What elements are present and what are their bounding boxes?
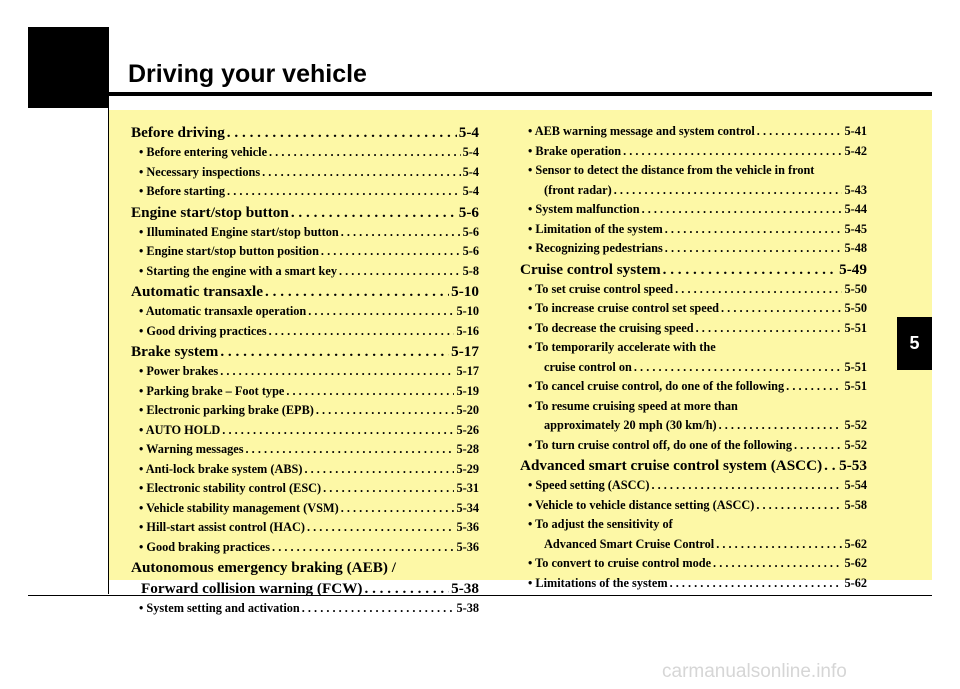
toc-subsection-entry[interactable] <box>520 239 867 259</box>
toc-subsection-entry[interactable] <box>131 362 479 382</box>
toc-leader-dots <box>269 322 455 342</box>
toc-subsection-entry[interactable] <box>520 574 867 594</box>
toc-entry-text: • Power brakes <box>139 364 219 378</box>
toc-section-entry[interactable] <box>520 455 867 476</box>
toc-section-entry[interactable] <box>131 202 479 223</box>
toc-leader-dots <box>663 259 838 280</box>
toc-page-number: 5-53 <box>839 457 867 474</box>
toc-subsection-entry[interactable] <box>520 496 867 516</box>
toc-page-number: 5-50 <box>844 281 867 296</box>
toc-subsection-entry[interactable] <box>131 163 479 183</box>
toc-leader-dots <box>262 163 460 183</box>
toc-page-number: 5-62 <box>844 575 867 590</box>
toc-subsection-entry[interactable] <box>131 143 479 163</box>
toc-entry-text: Advanced Smart Cruise Control <box>544 536 715 551</box>
toc-entry-text: • Parking brake – Foot type <box>139 383 285 398</box>
toc-entry-text: approximately 20 mph (30 km/h) <box>544 418 717 432</box>
toc-leader-dots <box>614 181 843 201</box>
toc-entry-text: • Sensor to detect the distance from the vehicle in front <box>528 163 815 177</box>
toc-subsection-entry[interactable] <box>131 538 479 558</box>
toc-leader-dots <box>227 122 457 143</box>
toc-page-number: 5-58 <box>844 497 867 512</box>
toc-subsection-entry[interactable] <box>520 319 867 339</box>
toc-page-number: 5-51 <box>844 320 867 335</box>
toc-leader-dots <box>220 341 449 362</box>
toc-leader-dots <box>272 538 454 558</box>
toc-leader-dots <box>696 319 843 339</box>
toc-leader-dots <box>308 302 454 322</box>
toc-subsection-entry[interactable] <box>520 436 867 456</box>
toc-entry-text: • Starting the engine with a smart key <box>139 263 337 278</box>
toc-column-right <box>520 122 867 593</box>
toc-entry-text: • Necessary inspections <box>139 164 261 179</box>
toc-leader-dots <box>269 143 461 163</box>
toc-page-number: 5-38 <box>451 580 479 597</box>
toc-entry-text: • Anti-lock brake system (ABS) <box>139 461 303 476</box>
toc-page-number: 5-50 <box>844 301 867 315</box>
toc-subsection-entry <box>520 397 867 417</box>
toc-page-number: 5-62 <box>844 556 867 570</box>
toc-entry-text: • To cancel cruise control, do one of the following <box>528 379 785 393</box>
toc-page-number: 5-4 <box>462 145 479 159</box>
toc-entry-text: Autonomous emergency braking (AEB) / <box>131 559 396 576</box>
chapter-corner-block <box>28 27 109 108</box>
toc-entry-text: • Before entering vehicle <box>139 145 268 159</box>
toc-subsection-entry <box>520 515 867 535</box>
toc-page-number: 5-16 <box>456 323 479 338</box>
toc-subsection-entry[interactable] <box>131 599 479 619</box>
toc-page-number: 5-48 <box>844 241 867 255</box>
toc-section-entry[interactable] <box>131 122 479 143</box>
toc-entry-text: • Illuminated Engine start/stop button <box>139 224 339 239</box>
toc-subsection-entry[interactable] <box>131 242 479 262</box>
toc-page-number: 5-36 <box>456 520 479 534</box>
toc-page-number: 5-62 <box>844 536 867 551</box>
toc-section-entry <box>131 557 479 578</box>
toc-entry-text: • Electronic stability control (ESC) <box>139 481 322 495</box>
toc-leader-dots <box>316 401 455 421</box>
toc-entry-text: • To set cruise control speed <box>528 281 674 296</box>
toc-page-number: 5-20 <box>456 403 479 417</box>
toc-entry-text: • Electronic parking brake (EPB) <box>139 403 314 417</box>
toc-page-number: 5-45 <box>844 221 867 236</box>
toc-entry-text: • Speed setting (ASCC) <box>528 478 650 492</box>
toc-entry-text: Engine start/stop button <box>131 203 289 221</box>
toc-leader-dots <box>341 499 455 519</box>
toc-page-number: 5-6 <box>462 224 479 239</box>
toc-leader-dots <box>339 262 461 282</box>
toc-subsection-entry[interactable] <box>131 440 479 460</box>
toc-subsection-entry[interactable] <box>131 401 479 421</box>
toc-leader-dots <box>286 382 454 402</box>
toc-leader-dots <box>220 362 454 382</box>
toc-entry-text: • Engine start/stop button position <box>139 244 319 258</box>
toc-leader-dots <box>634 358 843 378</box>
toc-entry-text: Forward collision warning (FCW) <box>141 580 363 597</box>
toc-section-entry[interactable] <box>520 259 867 280</box>
toc-page-number: 5-51 <box>844 359 867 374</box>
toc-subsection-entry[interactable] <box>520 220 867 240</box>
toc-entry-text: Cruise control system <box>520 260 661 278</box>
toc-entry-text: Before driving <box>131 124 225 141</box>
toc-leader-dots <box>304 460 454 480</box>
toc-leader-dots <box>642 200 843 220</box>
toc-page-number: 5-28 <box>456 442 479 456</box>
toc-leader-dots <box>665 239 843 259</box>
toc-leader-dots <box>222 421 454 441</box>
toc-leader-dots <box>824 455 837 476</box>
toc-page-number: 5-43 <box>844 182 867 197</box>
toc-page-number: 5-19 <box>456 383 479 398</box>
toc-leader-dots <box>246 440 455 460</box>
toc-subsection-entry[interactable] <box>520 142 867 162</box>
toc-leader-dots <box>716 535 842 555</box>
toc-page-number: 5-41 <box>844 124 867 138</box>
toc-subsection-entry[interactable] <box>520 416 867 436</box>
toc-leader-dots <box>794 436 842 456</box>
toc-leader-dots <box>670 574 843 594</box>
toc-entry-text: • Good braking practices <box>139 539 271 554</box>
toc-leader-dots <box>719 416 843 436</box>
toc-leader-dots <box>364 578 449 599</box>
toc-leader-dots <box>713 554 842 574</box>
toc-page-number: 5-54 <box>844 478 867 492</box>
toc-leader-dots <box>756 496 842 516</box>
toc-entry-text: (front radar) <box>544 182 612 197</box>
toc-subsection-entry <box>520 161 867 181</box>
toc-subsection-entry[interactable] <box>520 358 867 378</box>
toc-leader-dots <box>307 518 454 538</box>
toc-subsection-entry[interactable] <box>520 377 867 397</box>
toc-entry-text: • Before starting <box>139 184 226 198</box>
toc-entry-text: • Recognizing pedestrians <box>528 241 663 255</box>
toc-subsection-entry[interactable] <box>520 181 867 201</box>
toc-entry-text: • To turn cruise control off, do one of the following <box>528 437 793 452</box>
toc-entry-text: • Automatic transaxle operation <box>139 304 307 318</box>
toc-leader-dots <box>721 299 842 319</box>
toc-leader-dots <box>665 220 843 240</box>
toc-subsection-entry[interactable] <box>131 479 479 499</box>
toc-subsection-entry[interactable] <box>131 518 479 538</box>
toc-page-number: 5-4 <box>458 124 479 141</box>
toc-leader-dots <box>323 479 454 499</box>
toc-section-entry[interactable] <box>131 341 479 362</box>
toc-page-number: 5-52 <box>844 418 867 432</box>
toc-subsection-entry[interactable] <box>520 280 867 300</box>
toc-entry-text: cruise control on <box>544 359 632 374</box>
toc-subsection-entry[interactable] <box>131 421 479 441</box>
toc-page-number: 5-6 <box>462 244 479 258</box>
toc-entry-text: • Limitations of the system <box>528 575 668 590</box>
toc-entry-text: Automatic transaxle <box>131 283 264 300</box>
toc-entry-text: • Hill-start assist control (HAC) <box>139 520 305 534</box>
toc-leader-dots <box>291 202 457 223</box>
toc-section-entry[interactable] <box>131 578 479 599</box>
toc-page-number: 5-8 <box>462 263 479 278</box>
toc-leader-dots <box>757 122 843 142</box>
toc-page-number: 5-44 <box>844 202 867 216</box>
toc-leader-dots <box>651 476 842 496</box>
toc-entry-text: • System setting and activation <box>139 601 300 615</box>
toc-subsection-entry[interactable] <box>131 223 479 243</box>
toc-page-number: 5-36 <box>456 539 479 554</box>
toc-page-number: 5-38 <box>456 601 479 615</box>
toc-entry-text: Advanced smart cruise control system (ASCC) <box>520 457 823 474</box>
toc-section-entry[interactable] <box>131 281 479 302</box>
toc-entry-text: • Good driving practices <box>139 323 267 338</box>
toc-leader-dots <box>265 281 449 302</box>
toc-subsection-entry[interactable] <box>520 122 867 142</box>
toc-entry-text: • Vehicle to vehicle distance setting (ASCC) <box>528 497 755 512</box>
toc-page-number: 5-31 <box>456 481 479 495</box>
toc-page-number: 5-42 <box>844 143 867 158</box>
toc-entry-text: • Warning messages <box>139 442 244 456</box>
toc-leader-dots <box>321 242 461 262</box>
toc-page-number: 5-29 <box>456 461 479 476</box>
page-title: Driving your vehicle <box>128 60 367 88</box>
toc-subsection-entry[interactable] <box>520 299 867 319</box>
chapter-number: 5 <box>909 333 920 353</box>
toc-entry-text: • Limitation of the system <box>528 221 663 236</box>
toc-entry-text: • To temporarily accelerate with the <box>528 340 716 354</box>
toc-page-number: 5-17 <box>456 364 479 378</box>
toc-subsection-entry[interactable] <box>520 200 867 220</box>
toc-entry-text: • To adjust the sensitivity of <box>528 517 673 531</box>
toc-leader-dots <box>675 280 842 300</box>
toc-page-number: 5-26 <box>456 422 479 437</box>
toc-subsection-entry[interactable] <box>131 262 479 282</box>
toc-entry-text: • To convert to cruise control mode <box>528 556 712 570</box>
toc-subsection-entry[interactable] <box>520 476 867 496</box>
toc-subsection-entry[interactable] <box>131 499 479 519</box>
toc-entry-text: • Vehicle stability management (VSM) <box>139 500 339 515</box>
toc-subsection-entry <box>520 338 867 358</box>
chapter-tab[interactable] <box>897 317 932 370</box>
toc-page-number: 5-10 <box>456 304 479 318</box>
toc-page-number: 5-52 <box>844 437 867 452</box>
toc-subsection-entry[interactable] <box>131 382 479 402</box>
toc-entry-text: • To increase cruise control set speed <box>528 301 720 315</box>
toc-entry-text: • System malfunction <box>528 202 640 216</box>
toc-leader-dots <box>786 377 842 397</box>
toc-page-number: 5-17 <box>451 343 479 360</box>
toc-subsection-entry[interactable] <box>131 322 479 342</box>
toc-page-number: 5-6 <box>458 203 479 221</box>
toc-leader-dots <box>227 182 461 202</box>
footer-watermark: carmanualsonline.info <box>662 661 847 682</box>
toc-entry-text: • AUTO HOLD <box>139 422 221 437</box>
toc-subsection-entry[interactable] <box>520 535 867 555</box>
title-rule <box>109 92 932 96</box>
toc-page-number: 5-34 <box>456 500 479 515</box>
toc-page-number: 5-4 <box>462 184 479 198</box>
toc-subsection-entry[interactable] <box>131 302 479 322</box>
toc-entry-text: • To decrease the cruising speed <box>528 320 694 335</box>
toc-page-number: 5-4 <box>462 164 479 179</box>
toc-leader-dots <box>623 142 842 162</box>
toc-leader-dots <box>341 223 461 243</box>
toc-page-number: 5-51 <box>844 379 867 393</box>
toc-page-number: 5-10 <box>451 283 479 300</box>
toc-subsection-entry[interactable] <box>520 554 867 574</box>
toc-column-left <box>131 122 479 619</box>
toc-entry-text: • AEB warning message and system control <box>528 124 755 138</box>
toc-leader-dots <box>302 599 455 619</box>
toc-subsection-entry[interactable] <box>131 182 479 202</box>
toc-page-number: 5-49 <box>839 260 867 278</box>
toc-entry-text: Brake system <box>131 343 219 360</box>
toc-entry-text: • To resume cruising speed at more than <box>528 398 738 413</box>
toc-subsection-entry[interactable] <box>131 460 479 480</box>
toc-entry-text: • Brake operation <box>528 143 622 158</box>
